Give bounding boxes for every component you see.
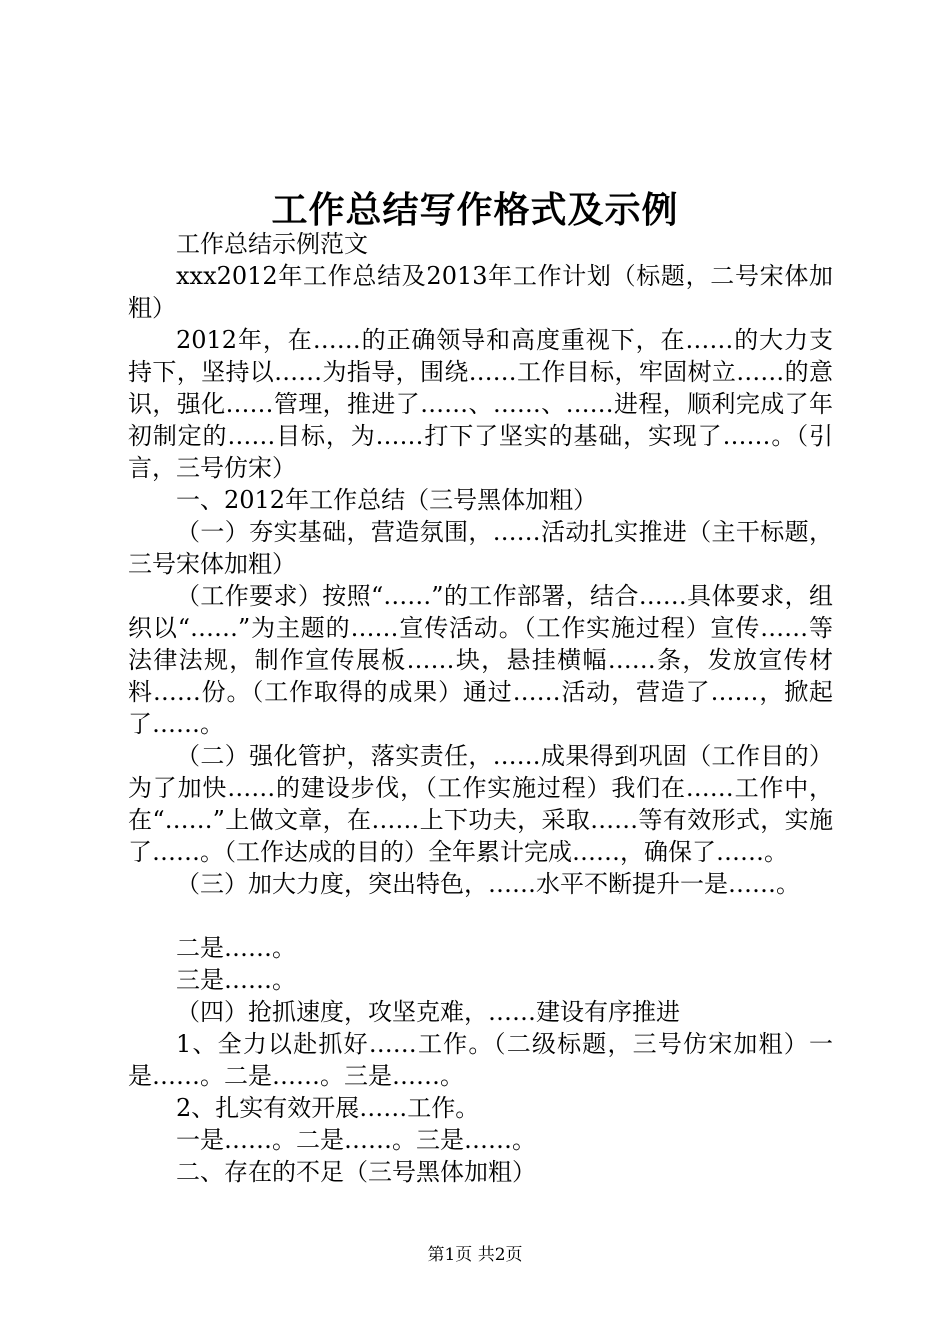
paragraph: 二是……。 bbox=[176, 934, 296, 962]
document-body bbox=[128, 228, 833, 1188]
paragraph: 工作总结示例范文 bbox=[176, 230, 368, 258]
paragraph: 一是……。二是……。三是……。 bbox=[176, 1126, 536, 1154]
paragraph: 2012年，在……的正确领导和高度重视下，在……的大力支持下，坚持以……为指导，围绕……工作目标，牢固树立……的意识，强化……管理，推进了……、……、……进程，顺利完成了年初制定的……目标，为……打下了坚实的基础，实现了……。（引言，三号仿宋） bbox=[128, 326, 833, 482]
paragraph: （三）加大力度，突出特色，……水平不断提升一是……。 bbox=[176, 870, 800, 898]
paragraph: 1、全力以赴抓好……工作。（二级标题，三号仿宋加粗）一是……。二是……。三是……。 bbox=[128, 1030, 833, 1090]
paragraph: 2、扎实有效开展……工作。 bbox=[176, 1094, 480, 1122]
section-heading: 一、2012年工作总结（三号黑体加粗） bbox=[176, 486, 598, 514]
paragraph: xxx2012年工作总结及2013年工作计划（标题，二号宋体加粗） bbox=[128, 262, 833, 322]
paragraph: （工作要求）按照“……”的工作部署，结合……具体要求，组织以“……”为主题的……宣传活动。（工作实施过程）宣传……等法律法规，制作宣传展板……块，悬挂横幅……条，发放宣传材料……份。（工作取得的成果）通过……活动，营造了……，掀起了……。 bbox=[128, 582, 833, 738]
document-title: 工作总结写作格式及示例 bbox=[271, 189, 679, 231]
subsection-heading: （四）抢抓速度，攻坚克难，……建设有序推进 bbox=[176, 998, 680, 1026]
subsection-heading: （一）夯实基础，营造氛围，……活动扎实推进（主干标题，三号宋体加粗） bbox=[128, 518, 833, 578]
paragraph: （二）强化管护，落实责任，……成果得到巩固（工作目的）为了加快……的建设步伐，（工作实施过程）我们在……工作中，在“……”上做文章，在……上下功夫，采取……等有效形式，实施了……。（工作达成的目的）全年累计完成……，确保了……。 bbox=[128, 742, 833, 866]
blank-line bbox=[128, 900, 833, 932]
section-heading: 二、存在的不足（三号黑体加粗） bbox=[176, 1158, 536, 1186]
paragraph: 三是……。 bbox=[176, 966, 296, 994]
page-footer: 第1页 共2页 bbox=[427, 1245, 523, 1265]
